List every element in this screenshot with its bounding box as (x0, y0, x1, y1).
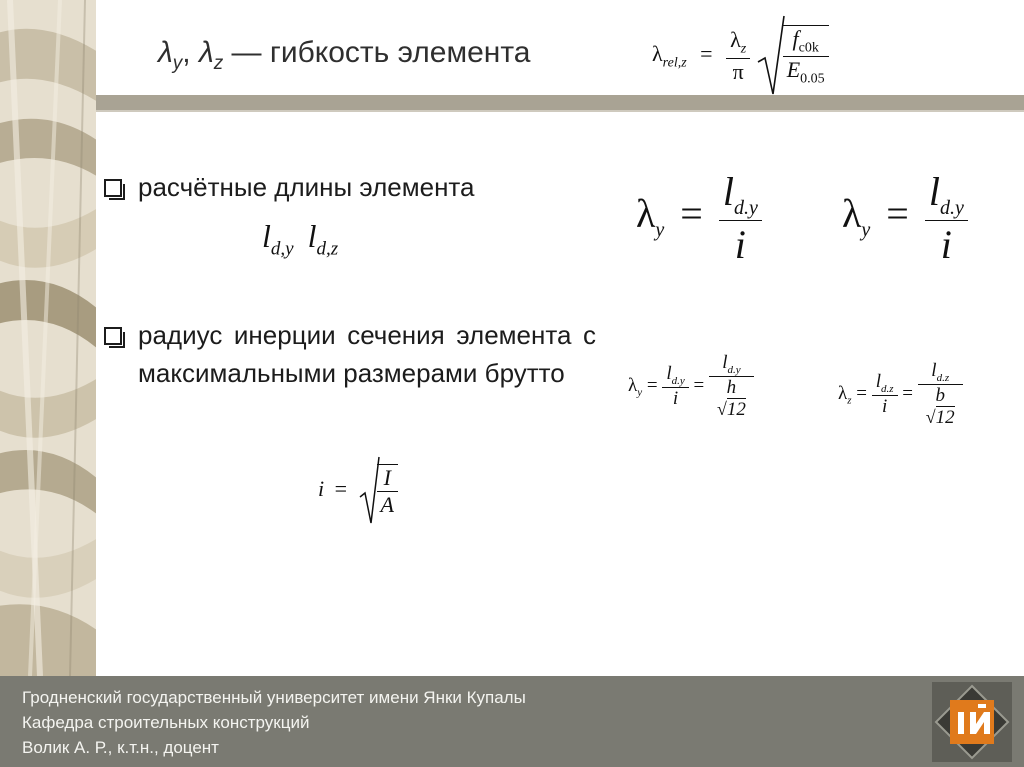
rel-lambda: λ (652, 41, 663, 67)
title-sub-y: y (172, 53, 183, 74)
bullet-2-text: радиус инерции сечения элемента с максимальными размерами брутто (138, 320, 596, 388)
sz-d2 (918, 384, 963, 429)
sy-d1: i (662, 387, 688, 410)
sz-n2: l (931, 360, 937, 381)
sy-lambda: λ (628, 374, 638, 396)
sz-equals: = (856, 382, 867, 404)
decorative-side-panel (0, 0, 96, 676)
sz-d2-num: b (935, 384, 945, 406)
slenderness-formula-left (636, 168, 762, 268)
slide-title (158, 36, 530, 75)
sz-n2-sub: d.z (936, 371, 950, 384)
sz-lambda-sub: z (847, 394, 852, 407)
sz-d2-den: 12 (935, 406, 955, 428)
i-fraction (377, 464, 398, 518)
rel-fraction (726, 27, 750, 84)
sz-n1-sub: d.z (881, 382, 894, 395)
sqrt-icon: √ (925, 406, 936, 427)
sy-equals-2: = (693, 374, 705, 396)
rel-rad-num-sub: c0k (798, 40, 819, 55)
sy-d2-fraction (713, 377, 750, 421)
big-right-equals: = (886, 191, 909, 237)
slenderness-formula-y-section (628, 352, 754, 421)
sz-fraction-1 (872, 371, 898, 418)
i-den: A (377, 491, 398, 518)
big-right-fraction (925, 168, 968, 268)
rel-rad-den: E (786, 57, 801, 82)
sy-equals: = (646, 374, 658, 396)
radius-of-gyration-formula (318, 455, 398, 527)
big-left-equals: = (680, 191, 703, 237)
title-lambda-y: λ (158, 36, 173, 69)
title-text: — гибкость элемента (223, 36, 531, 69)
sy-d2-num: h (726, 376, 737, 398)
title-lambda-z: λ (198, 36, 214, 69)
big-left-lambda: λ (636, 191, 656, 237)
sz-fraction-2 (918, 360, 963, 429)
rel-lambda-sub: rel,z (662, 55, 687, 71)
sy-n2-sub: d.y (727, 363, 741, 376)
footer-department: Кафедра строительных конструкций (22, 713, 310, 732)
sy-fraction-2 (709, 352, 754, 421)
big-right-lambda: λ (842, 191, 862, 237)
rel-frac-num: λ (730, 27, 741, 53)
big-right-num-sub: d.y (939, 197, 964, 219)
checkbox-bullet-icon (104, 327, 122, 345)
big-left-lambda-sub: y (655, 219, 665, 242)
rel-rad-den-sub: 0.05 (800, 71, 825, 87)
sy-d2-den: 12 (726, 398, 746, 420)
big-right-lambda-sub: y (861, 219, 871, 242)
sy-fraction-1 (662, 363, 688, 410)
big-left-fraction (719, 168, 762, 268)
length-z-sub: d,z (316, 238, 339, 260)
rel-equals: = (700, 41, 713, 67)
sqrt-icon (756, 14, 786, 98)
sz-n1: l (875, 371, 881, 392)
header-rule-shadow (96, 110, 1024, 112)
big-right-den: i (925, 220, 968, 268)
header-rule (96, 95, 1024, 110)
checkbox-bullet-icon (104, 179, 122, 197)
big-left-num: l (722, 169, 734, 214)
i-lhs: i (318, 476, 325, 502)
big-right-num: l (928, 169, 940, 214)
big-left-den: i (719, 220, 762, 268)
length-y: l (262, 218, 271, 254)
sy-d2 (709, 376, 754, 421)
sqrt-icon: √ (716, 398, 727, 419)
sz-lambda: λ (838, 382, 848, 404)
title-sub-z: z (213, 53, 224, 74)
rel-frac-den: π (726, 58, 750, 85)
sz-equals-2: = (902, 382, 913, 404)
sz-d1: i (872, 395, 898, 418)
rel-radicand (783, 25, 829, 88)
relative-slenderness-formula (652, 14, 829, 98)
i-num: I (383, 465, 391, 490)
sy-n2: l (722, 352, 728, 373)
length-y-sub: d,y (270, 238, 294, 260)
effective-lengths (262, 218, 338, 260)
bullet-radius-of-gyration (104, 316, 596, 392)
footer (0, 676, 1024, 767)
slenderness-formula-z-section (838, 360, 963, 429)
footer-author: Волик А. Р., к.т.н., доцент (22, 738, 219, 757)
bullet-effective-lengths (104, 168, 604, 206)
sy-n1-sub: d.y (671, 374, 685, 387)
sy-n1: l (666, 363, 672, 384)
title-separator: , (182, 36, 199, 69)
rel-frac-num-sub: z (740, 41, 747, 57)
big-left-num-sub: d.y (733, 197, 758, 219)
university-logo-icon (932, 682, 1012, 762)
sz-d2-den-wrap (922, 407, 959, 429)
sz-d2-fraction (922, 385, 959, 429)
i-equals: = (334, 476, 348, 502)
sy-d2-den-wrap (713, 399, 750, 421)
length-z: l (307, 218, 317, 254)
sy-lambda-sub: y (637, 386, 643, 399)
slenderness-formula-right (842, 168, 968, 268)
footer-university: Гродненский государственный университет имени Янки Купалы (22, 688, 526, 707)
bullet-1-text: расчётные длины элемента (138, 172, 475, 202)
rel-rad-num: f (792, 25, 799, 51)
wave-pattern-icon (0, 0, 96, 676)
